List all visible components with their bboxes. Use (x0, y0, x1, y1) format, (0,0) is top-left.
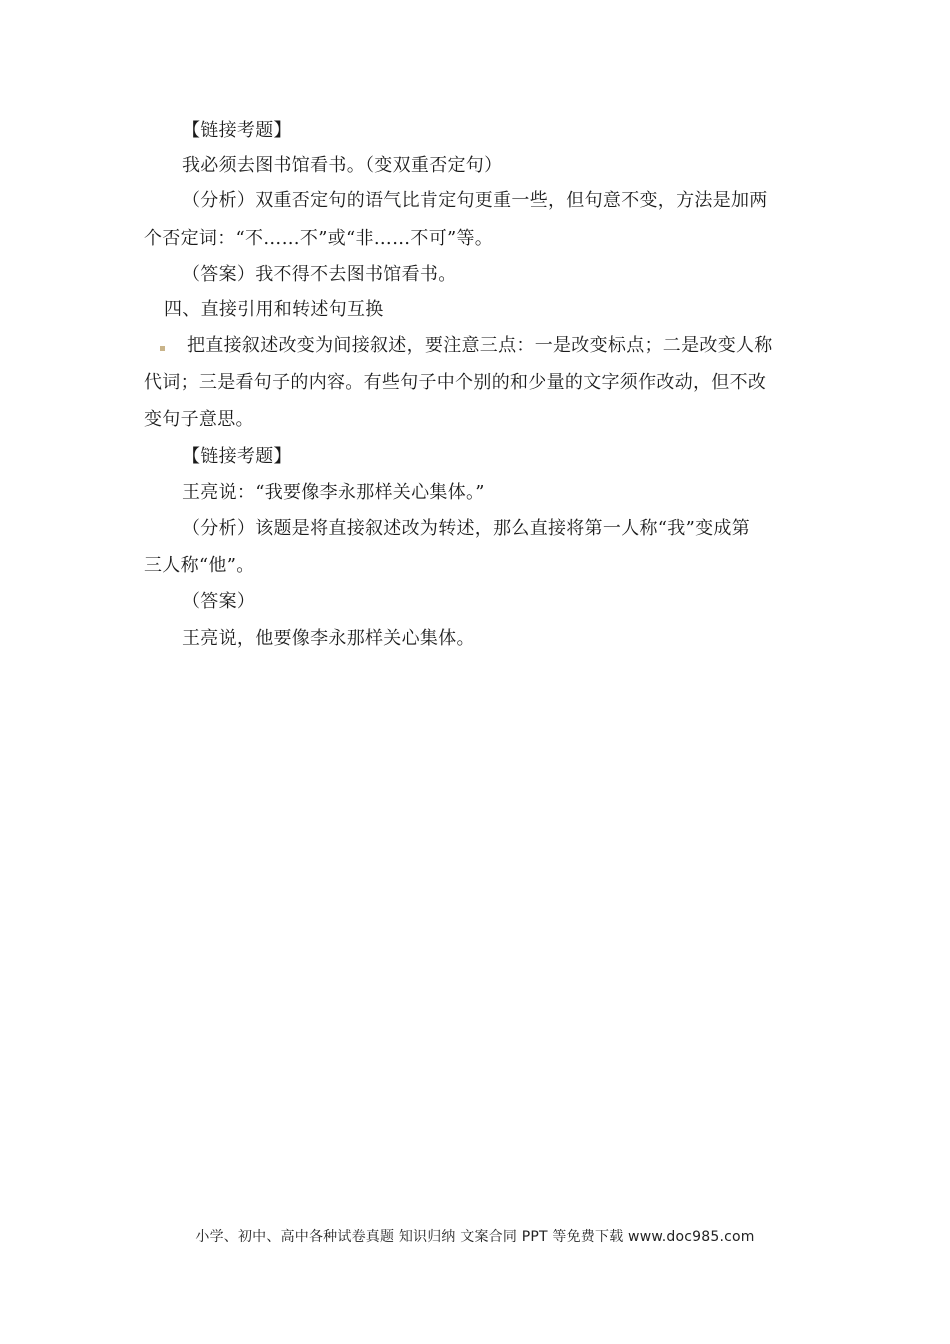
explanation-paragraph-line-3: 变句子意思。 (144, 409, 254, 430)
bullet-marker (160, 346, 165, 351)
explanation-paragraph-line-2: 代词；三是看句子的内容。有些句子中个别的和少量的文字须作改动，但不改 (144, 372, 767, 393)
analysis-paragraph-2-line-2: 三人称“他”。 (144, 555, 255, 576)
analysis-paragraph-line-2: 个否定词：“不……不”或“非……不可”等。 (144, 228, 494, 249)
analysis-paragraph-2-line-1: （分析）该题是将直接叙述改为转述，那么直接将第一人称“我”变成第 (182, 518, 751, 539)
answer-sentence: 王亮说，他要像李永那样关心集体。 (182, 628, 475, 649)
exam-sentence: 我必须去图书馆看书。（变双重否定句） (182, 155, 503, 176)
section-heading: 四、直接引用和转述句互换 (164, 299, 384, 320)
answer-line: （答案）我不得不去图书馆看书。 (182, 264, 457, 285)
link-exam-heading-2: 【链接考题】 (182, 446, 292, 467)
link-exam-heading: 【链接考题】 (182, 120, 292, 141)
analysis-paragraph-line-1: （分析）双重否定句的语气比肯定句更重一些，但句意不变，方法是加两 (182, 190, 768, 211)
exam-quote-sentence: 王亮说：“我要像李永那样关心集体。” (182, 482, 485, 503)
answer-label: （答案） (182, 591, 256, 612)
footer-text: 小学、初中、高中各种试卷真题 知识归纳 文案合同 PPT 等免费下载 www.doc985.com (195, 1229, 755, 1245)
explanation-paragraph-line-1: 把直接叙述改变为间接叙述，要注意三点：一是改变标点；二是改变人称 (187, 335, 773, 356)
